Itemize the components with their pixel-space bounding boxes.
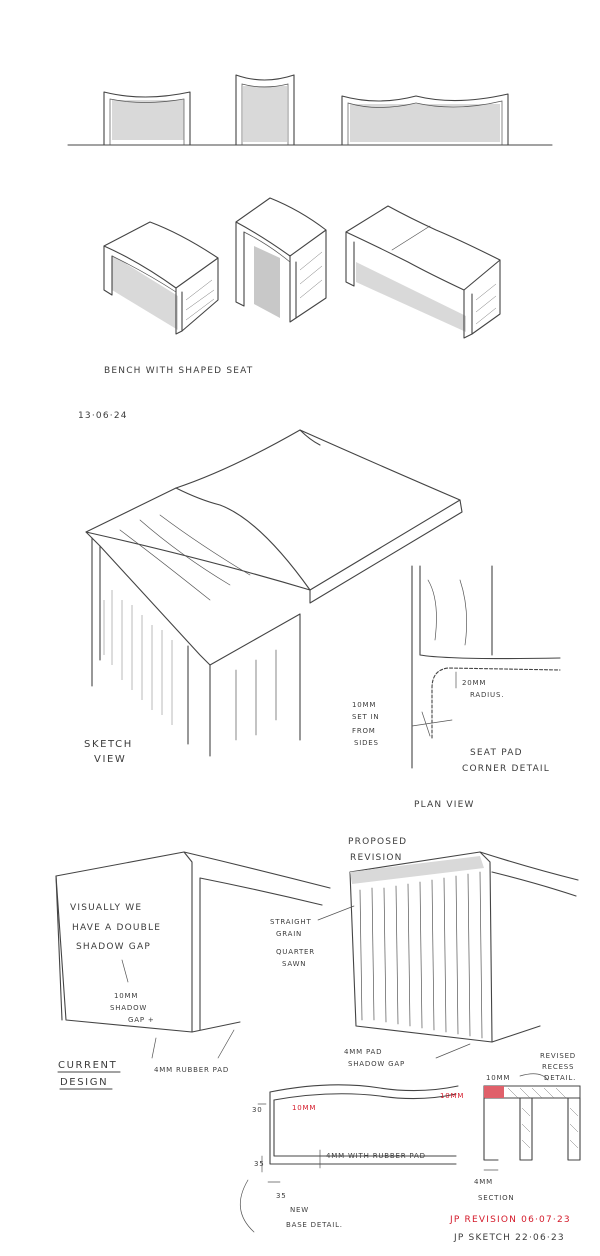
seat-pad-note-2: CORNER DETAIL xyxy=(462,764,550,774)
section-label: SECTION xyxy=(478,1194,515,1202)
visually-note-1: VISUALLY WE xyxy=(70,903,143,913)
dim-10mm-top: 10MM xyxy=(486,1074,511,1082)
perspective-bench-2 xyxy=(236,198,326,322)
elevation-bench-small xyxy=(104,92,190,145)
set-in-note-2: SET IN xyxy=(352,713,380,721)
revised-recess-2: RECESS xyxy=(542,1063,575,1071)
proposed-revision-2: REVISION xyxy=(350,853,403,863)
new-base-1: NEW xyxy=(290,1206,309,1214)
elevation-row xyxy=(68,75,552,145)
dim-4mm: 4MM xyxy=(474,1178,493,1186)
dim-35-a: 35 xyxy=(254,1160,265,1168)
set-in-note-1: 10MM xyxy=(352,701,377,709)
bench-title: BENCH WITH SHAPED SEAT xyxy=(104,366,254,376)
perspective-bench-1 xyxy=(104,222,218,334)
visually-note-3: SHADOW GAP xyxy=(76,942,151,952)
proposed-revision-box xyxy=(350,852,578,1042)
current-design-2: DESIGN xyxy=(60,1077,109,1088)
grain-note-1: STRAIGHT xyxy=(270,918,312,926)
radius-note-2: RADIUS. xyxy=(470,691,505,699)
pad-shadow-note-2: SHADOW GAP xyxy=(348,1060,405,1068)
plan-view-detail xyxy=(412,566,560,768)
proposed-revision-1: PROPOSED xyxy=(348,837,408,847)
visually-note-2: HAVE A DOUBLE xyxy=(72,923,162,933)
jp-sketch: JP SKETCH 22·06·23 xyxy=(454,1233,565,1243)
elevation-bench-double xyxy=(342,94,508,145)
dim-30: 30 xyxy=(252,1106,263,1114)
elevation-bench-tall xyxy=(236,75,294,145)
seat-pad-note-1: SEAT PAD xyxy=(470,748,523,758)
sketch-view-label-1: SKETCH xyxy=(84,739,133,750)
shadow-gap-note-1: 10MM xyxy=(114,992,139,1000)
shadow-gap-note-3: GAP + xyxy=(128,1016,155,1024)
section-detail-drawing xyxy=(484,1074,580,1170)
date-top: 13·06·24 xyxy=(78,411,128,421)
new-base-2: BASE DETAIL. xyxy=(286,1221,343,1229)
perspective-bench-3 xyxy=(346,206,500,338)
grain-note-3: QUARTER xyxy=(276,948,315,956)
large-sketch-bench xyxy=(86,430,462,756)
plan-view-label: PLAN VIEW xyxy=(414,800,475,810)
set-in-note-3: FROM xyxy=(352,727,376,735)
rubber-pad-note: 4MM RUBBER PAD xyxy=(154,1066,230,1074)
revised-recess-1: REVISED xyxy=(540,1052,576,1060)
shadow-gap-note-2: SHADOW xyxy=(110,1004,148,1012)
pad-shadow-note-1: 4MM PAD xyxy=(344,1048,383,1056)
radius-note-1: 20MM xyxy=(462,679,487,687)
grain-note-4: SAWN xyxy=(282,960,307,968)
dim-4mm-rubber: 4MM WITH RUBBER PAD xyxy=(326,1152,426,1160)
current-design-1: CURRENT xyxy=(58,1060,118,1071)
set-in-note-4: SIDES xyxy=(354,739,379,747)
dim-35-b: 35 xyxy=(276,1192,287,1200)
grain-note-2: GRAIN xyxy=(276,930,303,938)
jp-revision: JP REVISION 06·07·23 xyxy=(450,1215,571,1225)
dim-10mm: 10MM xyxy=(292,1104,317,1112)
revised-recess-3: DETAIL. xyxy=(544,1074,577,1082)
dim-10mm-red: 10MM xyxy=(440,1092,465,1100)
sketch-view-label-2: VIEW xyxy=(94,754,127,765)
